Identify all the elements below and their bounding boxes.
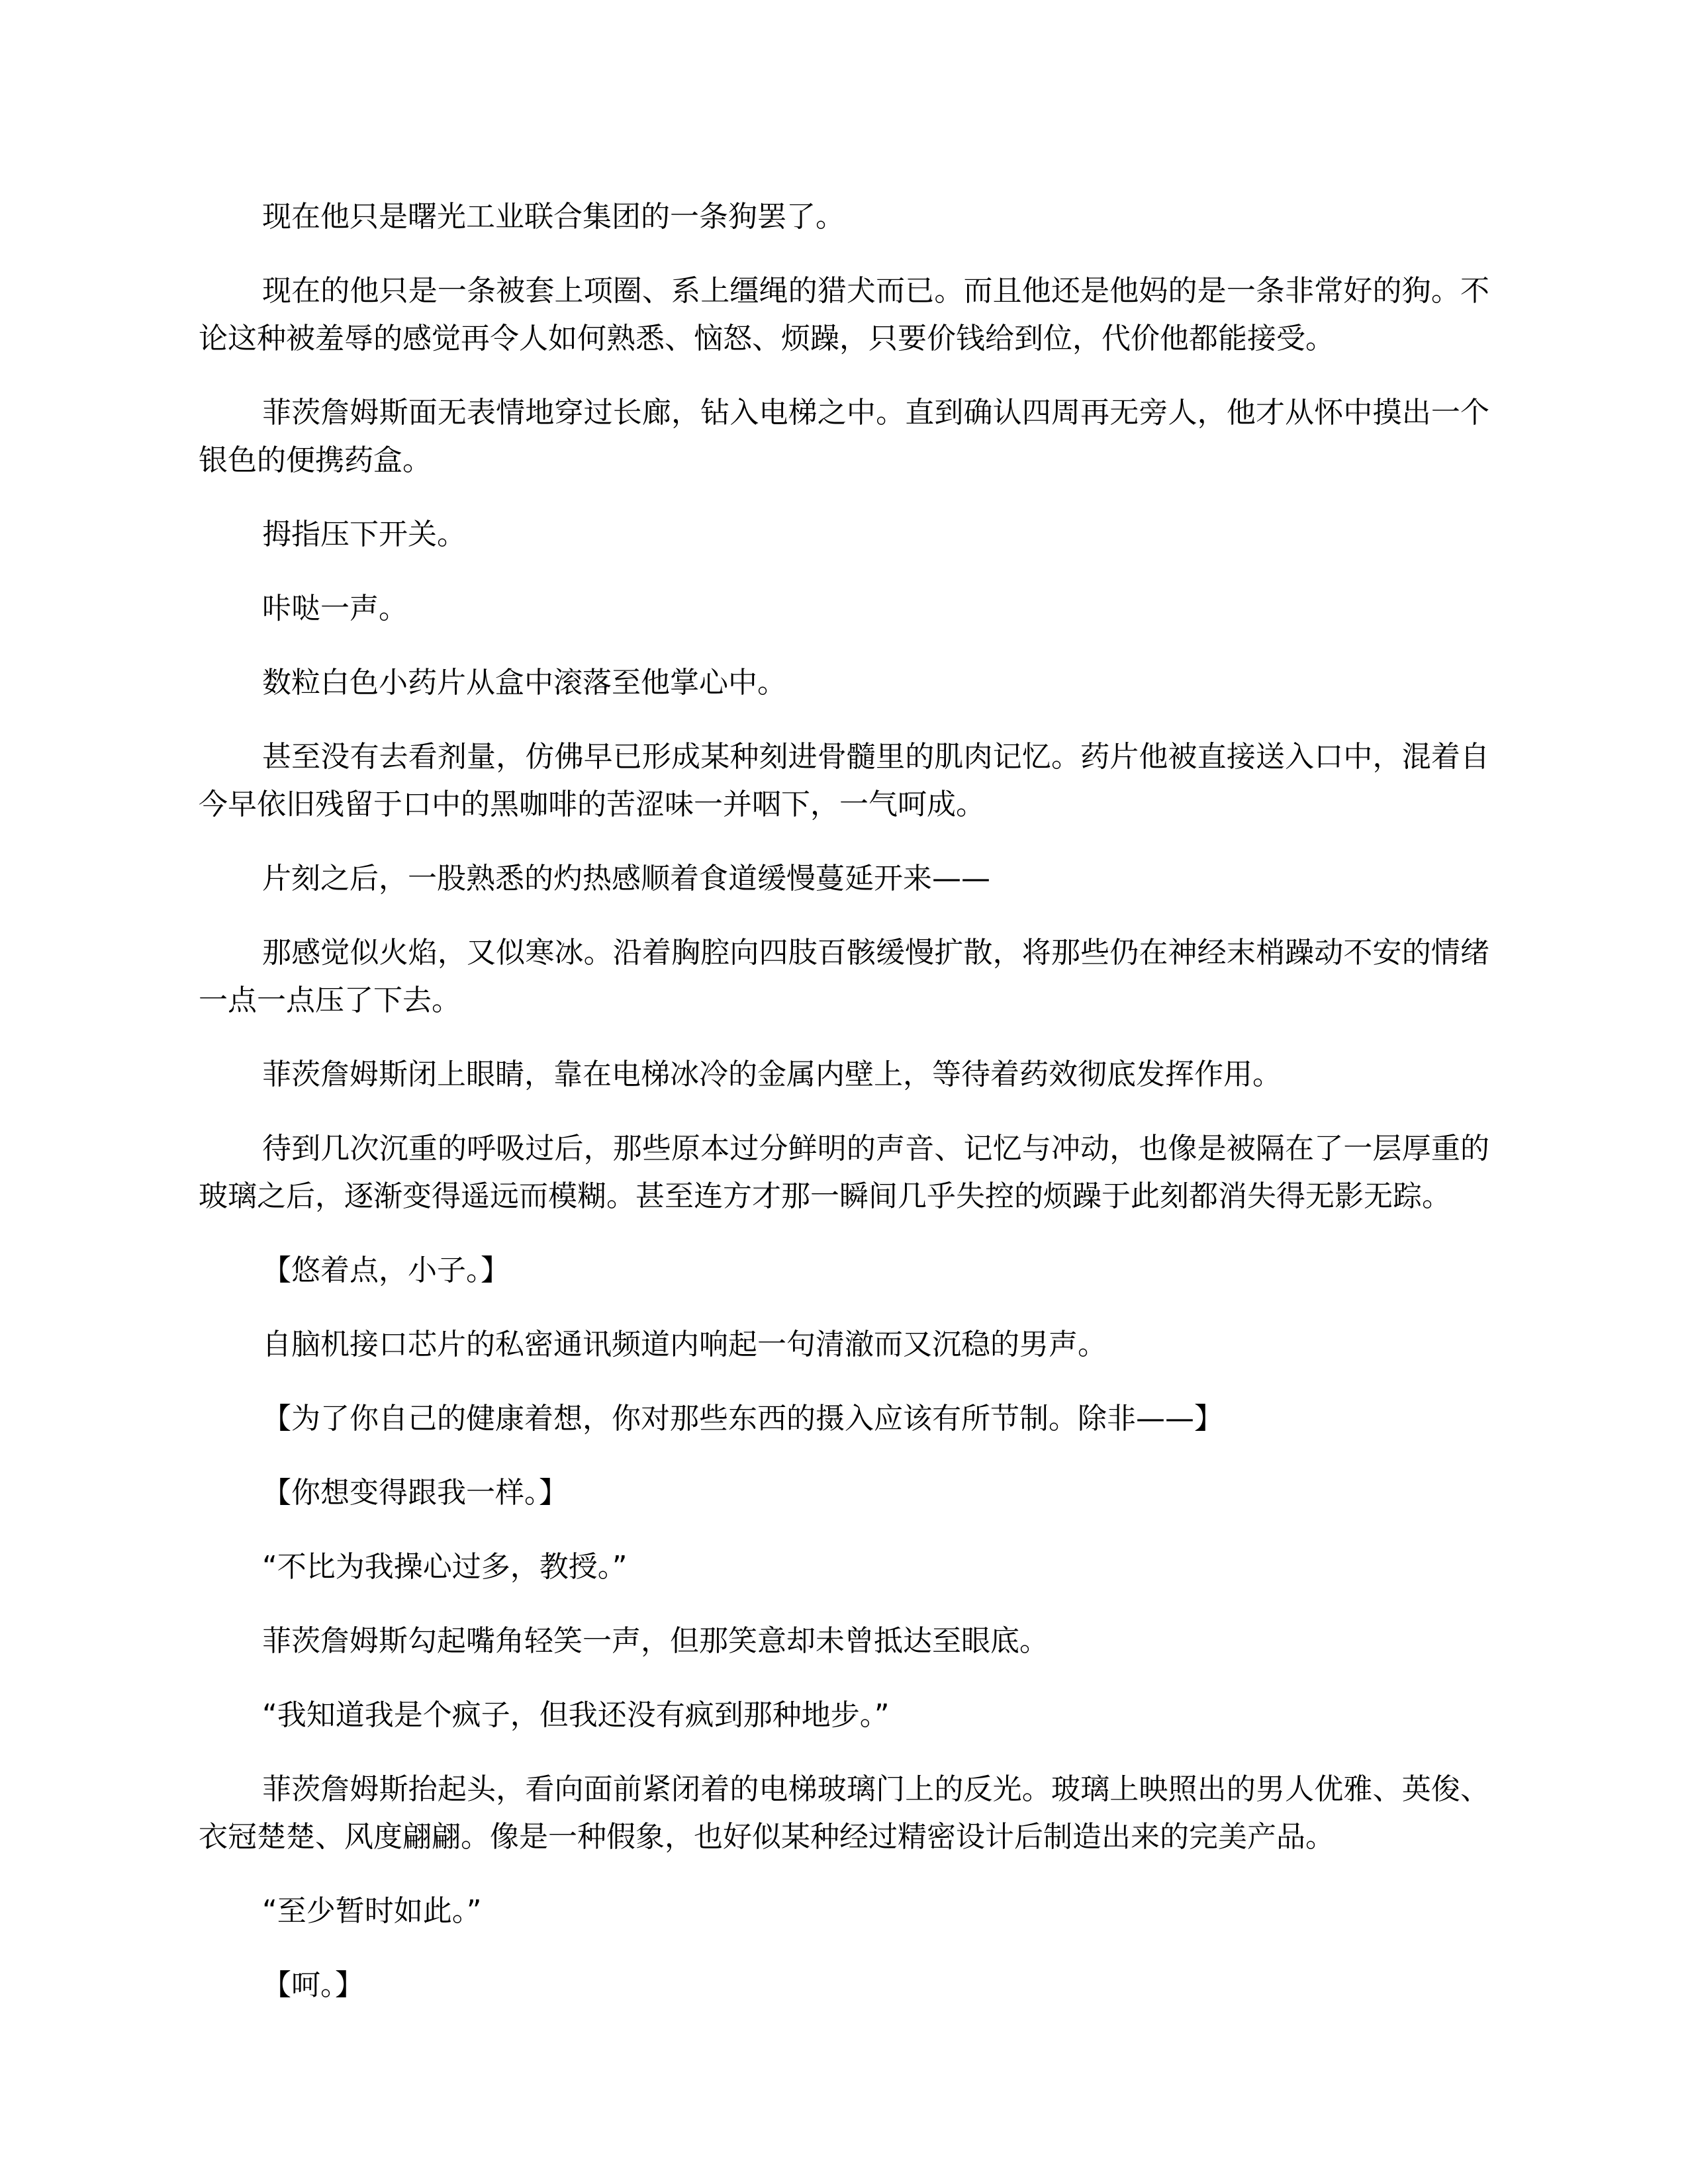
paragraph: 拇指压下开关。	[262, 518, 466, 551]
dialogue-quote: “不比为我操心过多，教授。”	[262, 1550, 628, 1584]
paragraph: 数粒白色小药片从盒中滚落至他掌心中。	[262, 666, 786, 700]
dialogue-bracket: 【悠着点，小子。】	[262, 1253, 510, 1287]
dialogue-quote: “我知道我是个疯子，但我还没有疯到那种地步。”	[262, 1698, 890, 1732]
paragraph: 菲茨詹姆斯抬起头，看向面前紧闭着的电梯玻璃门上的反光。玻璃上映照出的男人优雅、英俊、衣冠楚楚、风度翩翩。像是一种假象，也好似某种经过精密设计后制造出来的完美产品。	[199, 1772, 1489, 1854]
paragraph: 片刻之后，一股熟悉的灼热感顺着食道缓慢蔓延开来——	[262, 862, 990, 895]
paragraph: 现在的他只是一条被套上项圈、系上缰绳的猎犬而已。而且他还是他妈的是一条非常好的狗。不论这种被羞辱的感觉再令人如何熟悉、恼怒、烦躁，只要价钱给到位，代价他都能接受。	[199, 274, 1489, 355]
document-body	[199, 193, 1489, 2036]
paragraph: 咔哒一声。	[262, 592, 408, 625]
paragraph: 菲茨詹姆斯勾起嘴角轻笑一声，但那笑意却未曾抵达至眼底。	[262, 1624, 1049, 1658]
paragraph: 菲茨詹姆斯面无表情地穿过长廊，钻入电梯之中。直到确认四周再无旁人，他才从怀中摸出一个银色的便携药盒。	[199, 396, 1489, 477]
paragraph: 自脑机接口芯片的私密通讯频道内响起一句清澈而又沉稳的男声。	[262, 1328, 1107, 1361]
paragraph: 甚至没有去看剂量，仿佛早已形成某种刻进骨髓里的肌肉记忆。药片他被直接送入口中，混着自今早依旧残留于口中的黑咖啡的苦涩味一并咽下，一气呵成。	[199, 740, 1489, 821]
dialogue-bracket: 【你想变得跟我一样。】	[262, 1476, 568, 1510]
paragraph: 现在他只是曙光工业联合集团的一条狗罢了。	[262, 200, 845, 234]
paragraph: 待到几次沉重的呼吸过后，那些原本过分鲜明的声音、记忆与冲动，也像是被隔在了一层厚重的玻璃之后，逐渐变得遥远而模糊。甚至连方才那一瞬间几乎失控的烦躁于此刻都消失得无影无踪。	[199, 1132, 1489, 1213]
dialogue-quote: “至少暂时如此。”	[262, 1894, 482, 1928]
paragraph: 那感觉似火焰，又似寒冰。沿着胸腔向四肢百骸缓慢扩散，将那些仍在神经末梢躁动不安的情绪一点一点压了下去。	[199, 936, 1489, 1017]
paragraph: 菲茨詹姆斯闭上眼睛，靠在电梯冰冷的金属内壁上，等待着药效彻底发挥作用。	[262, 1058, 1282, 1091]
dialogue-bracket: 【呵。】	[262, 1968, 364, 2002]
dialogue-bracket: 【为了你自己的健康着想，你对那些东西的摄入应该有所节制。除非——】	[262, 1402, 1223, 1435]
